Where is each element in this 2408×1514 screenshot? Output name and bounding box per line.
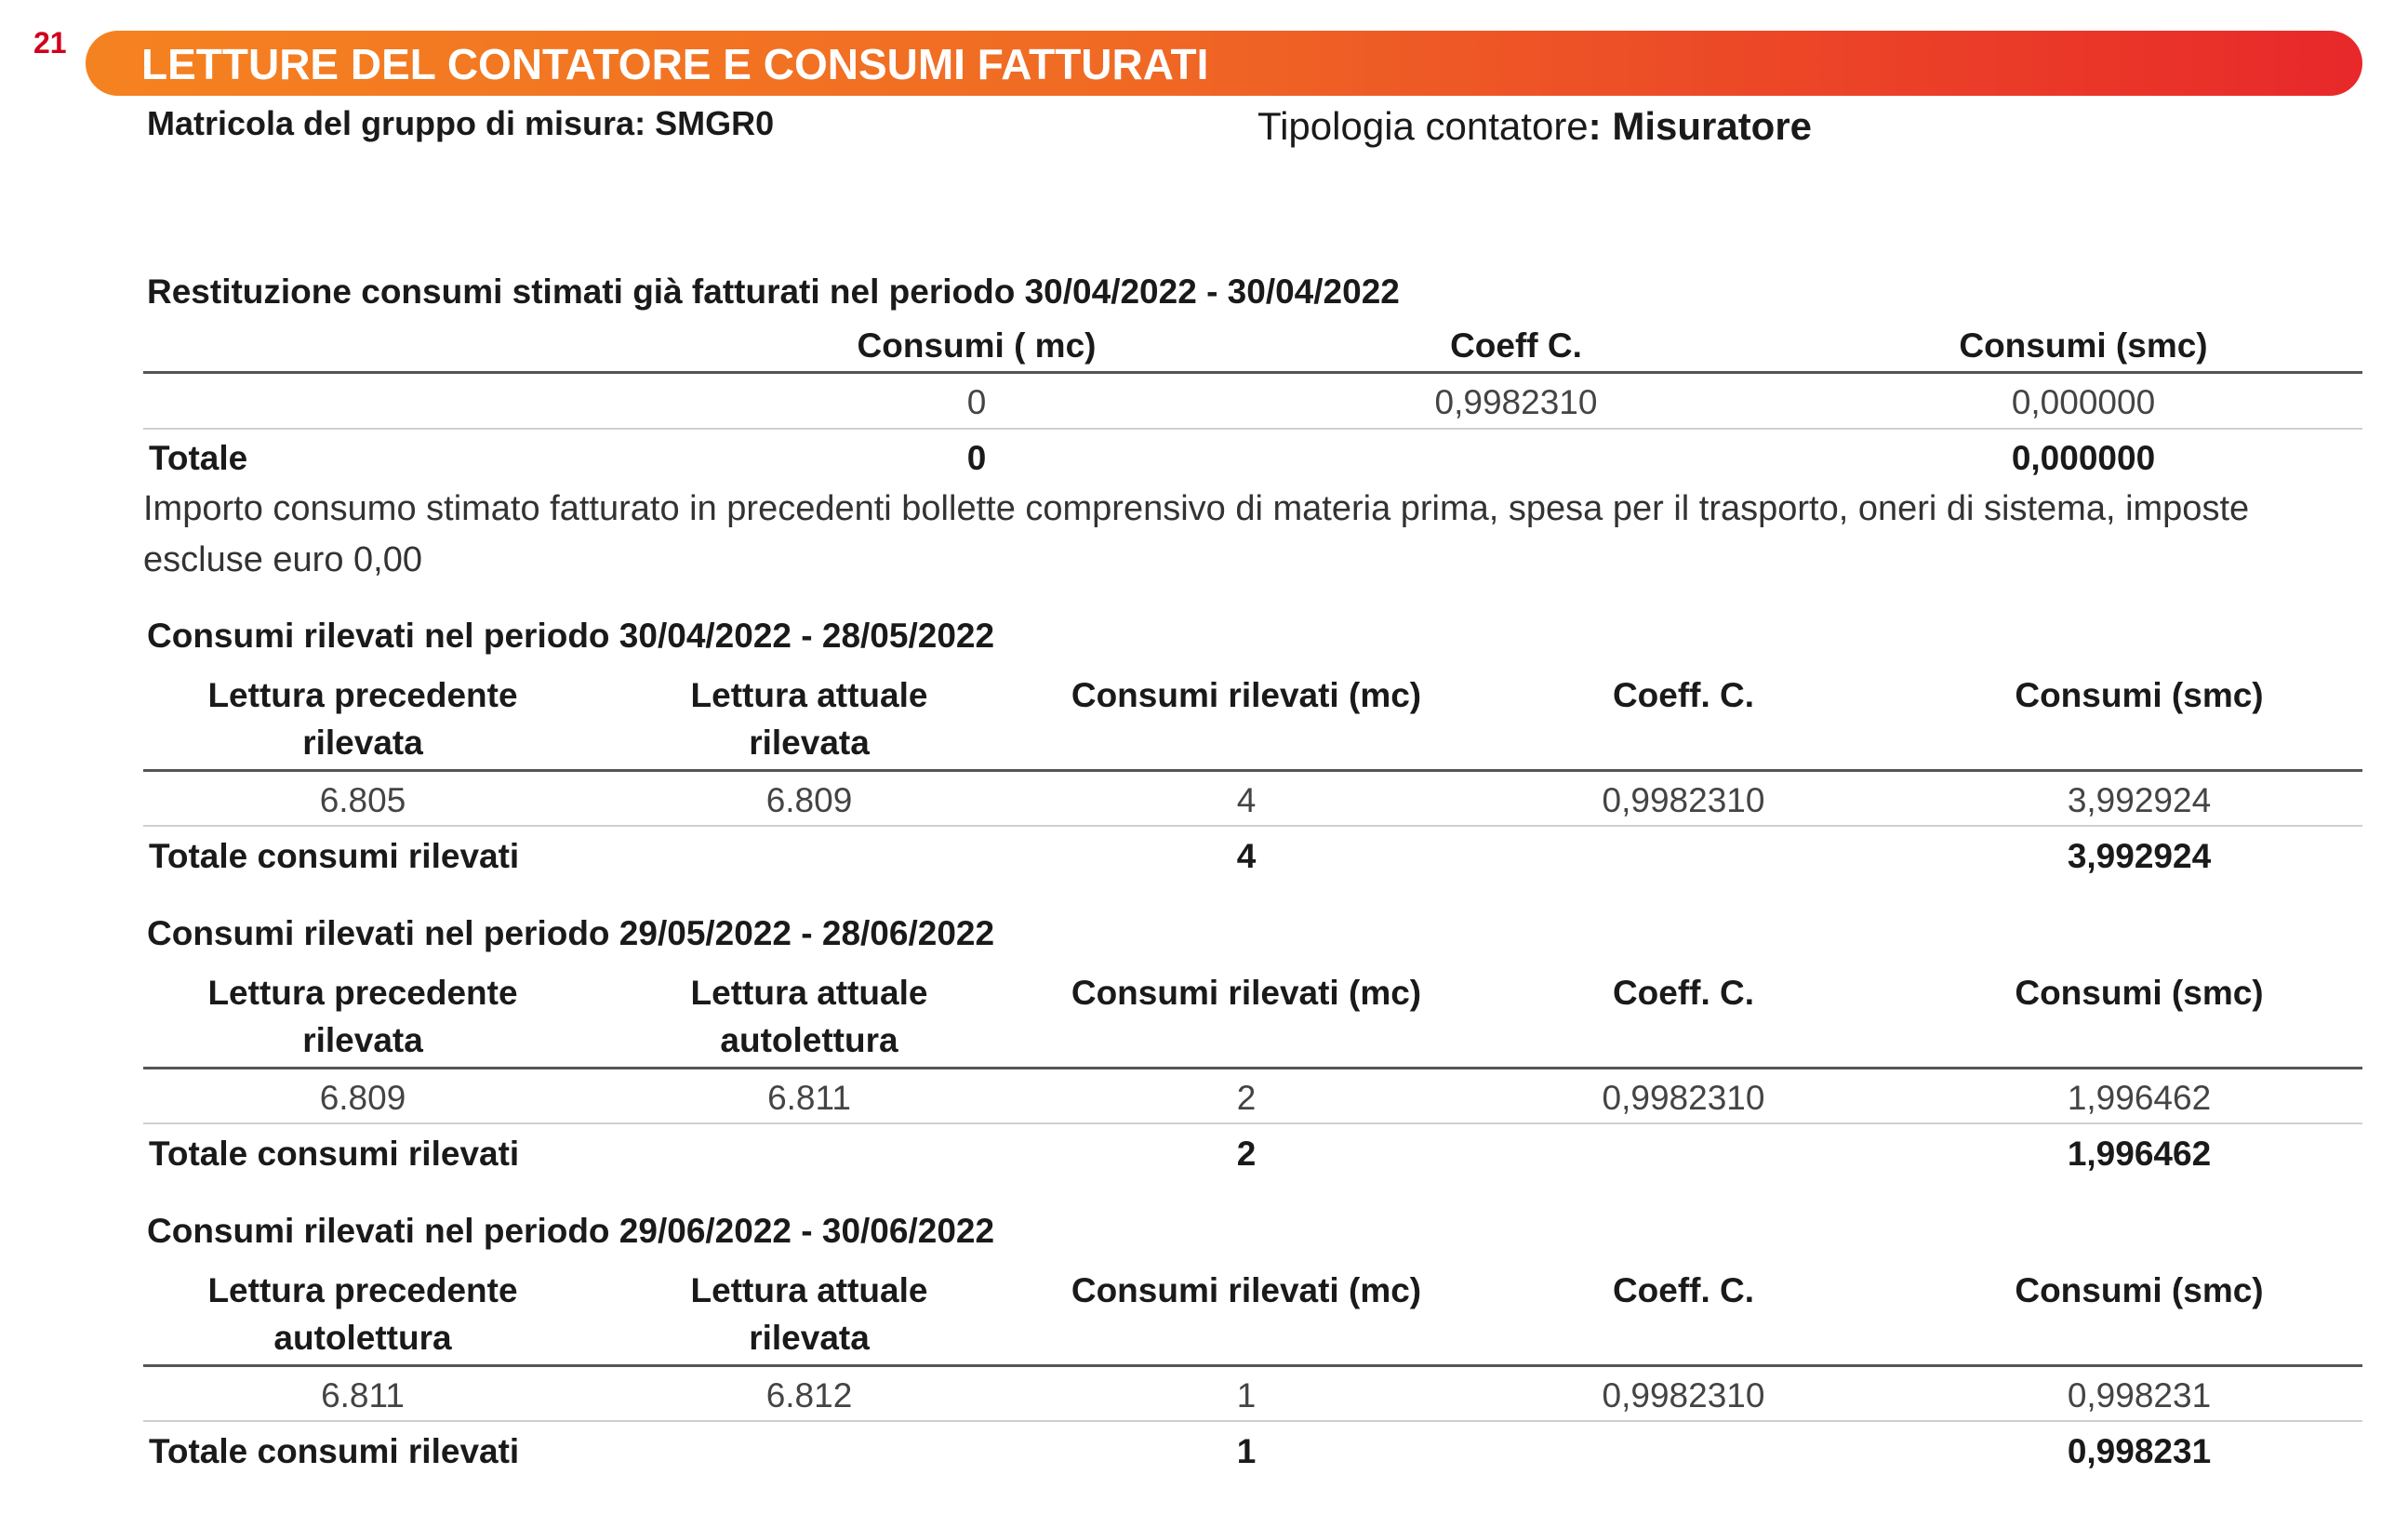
period-title: Consumi rilevati nel periodo 29/06/2022 - 30/06/2022 [147, 1212, 995, 1250]
table-rule [143, 825, 2362, 827]
table-rule [143, 428, 2362, 430]
col-lettura-attuale: Lettura attuale autolettura [690, 974, 928, 1059]
restituzione-cell-smc: 0,000000 [2011, 383, 2156, 421]
cell-consumi-mc: 4 [1236, 781, 1257, 819]
cell-lettura-precedente: 6.805 [319, 781, 406, 819]
total-label: Totale consumi rilevati [149, 1432, 520, 1470]
restituzione-title: Restituzione consumi stimati già fatturati nel periodo 30/04/2022 - 30/04/2022 [147, 272, 1400, 311]
cell-coeff: 0,9982310 [1602, 1079, 1765, 1117]
col-consumi-mc: Consumi rilevati (mc) [1071, 974, 1422, 1012]
cell-consumi-smc: 1,996462 [2067, 1079, 2212, 1117]
total-label: Totale consumi rilevati [149, 1135, 520, 1173]
col-consumi-mc: Consumi rilevati (mc) [1071, 676, 1422, 714]
restituzione-note: Importo consumo stimato fatturato in precedenti bollette comprensivo di materia prima, spesa per il trasporto, oneri di sistema, imposte escluse euro 0,00 [143, 489, 2250, 579]
total-smc: 1,996462 [2067, 1135, 2212, 1173]
cell-consumi-mc: 1 [1236, 1376, 1257, 1414]
cell-lettura-attuale: 6.809 [765, 781, 853, 819]
total-mc: 2 [1236, 1135, 1257, 1173]
meter-type-value: Misuratore [1612, 104, 1813, 148]
col-consumi-smc: Consumi (smc) [2015, 676, 2264, 714]
total-label: Totale consumi rilevati [149, 837, 520, 875]
col-coeff: Coeff. C. [1612, 676, 1755, 714]
table-rule [143, 1364, 2362, 1367]
meter-type [1257, 104, 1812, 149]
table-rule [143, 769, 2362, 772]
cell-lettura-precedente: 6.811 [321, 1376, 405, 1414]
cell-coeff: 0,9982310 [1602, 1376, 1765, 1414]
cell-consumi-mc: 2 [1236, 1079, 1257, 1117]
restituzione-total-mc: 0 [966, 439, 987, 477]
cell-lettura-attuale: 6.811 [767, 1079, 851, 1117]
page-number: 21 [33, 26, 67, 60]
table-rule [143, 1067, 2362, 1069]
cell-lettura-attuale: 6.812 [765, 1376, 853, 1414]
cell-coeff: 0,9982310 [1602, 781, 1765, 819]
col-lettura-precedente: Lettura precedente rilevata [207, 974, 518, 1059]
table-rule [143, 1122, 2362, 1124]
restituzione-total-label: Totale [149, 439, 248, 477]
restituzione-total-smc: 0,000000 [2011, 439, 2156, 477]
table-rule [143, 1420, 2362, 1422]
col-consumi-smc: Consumi (smc) [2015, 1271, 2264, 1309]
col-lettura-precedente: Lettura precedente rilevata [207, 676, 518, 762]
col-lettura-attuale: Lettura attuale rilevata [690, 676, 928, 762]
col-consumi-smc: Consumi (smc) [2015, 974, 2264, 1012]
col-coeff: Coeff. C. [1612, 1271, 1755, 1309]
col-lettura-precedente: Lettura precedente autolettura [207, 1271, 518, 1357]
total-mc: 1 [1236, 1432, 1257, 1470]
col-consumi-mc: Consumi rilevati (mc) [1071, 1271, 1422, 1309]
restituzione-cell-mc: 0 [966, 383, 987, 421]
restituzione-col-smc: Consumi (smc) [1959, 326, 2208, 365]
cell-lettura-precedente: 6.809 [319, 1079, 406, 1117]
cell-consumi-smc: 3,992924 [2067, 781, 2212, 819]
period-title: Consumi rilevati nel periodo 29/05/2022 - 28/06/2022 [147, 914, 995, 952]
meter-serial: Matricola del gruppo di misura: SMGR0 [147, 104, 775, 142]
table-rule [143, 371, 2362, 374]
cell-consumi-smc: 0,998231 [2067, 1376, 2212, 1414]
meter-type-label: Tipologia contatore [1257, 104, 1589, 148]
restituzione-col-mc: Consumi ( mc) [857, 326, 1097, 365]
section-title: LETTURE DEL CONTATORE E CONSUMI FATTURATI [141, 40, 1209, 88]
meter-type-separator: : [1588, 104, 1613, 148]
total-mc: 4 [1236, 837, 1257, 875]
total-smc: 3,992924 [2067, 837, 2212, 875]
period-title: Consumi rilevati nel periodo 30/04/2022 - 28/05/2022 [147, 617, 995, 655]
col-lettura-attuale: Lettura attuale rilevata [690, 1271, 928, 1357]
restituzione-col-coeff: Coeff C. [1450, 326, 1582, 365]
restituzione-cell-coeff: 0,9982310 [1434, 383, 1598, 421]
col-coeff: Coeff. C. [1612, 974, 1755, 1012]
total-smc: 0,998231 [2067, 1432, 2212, 1470]
